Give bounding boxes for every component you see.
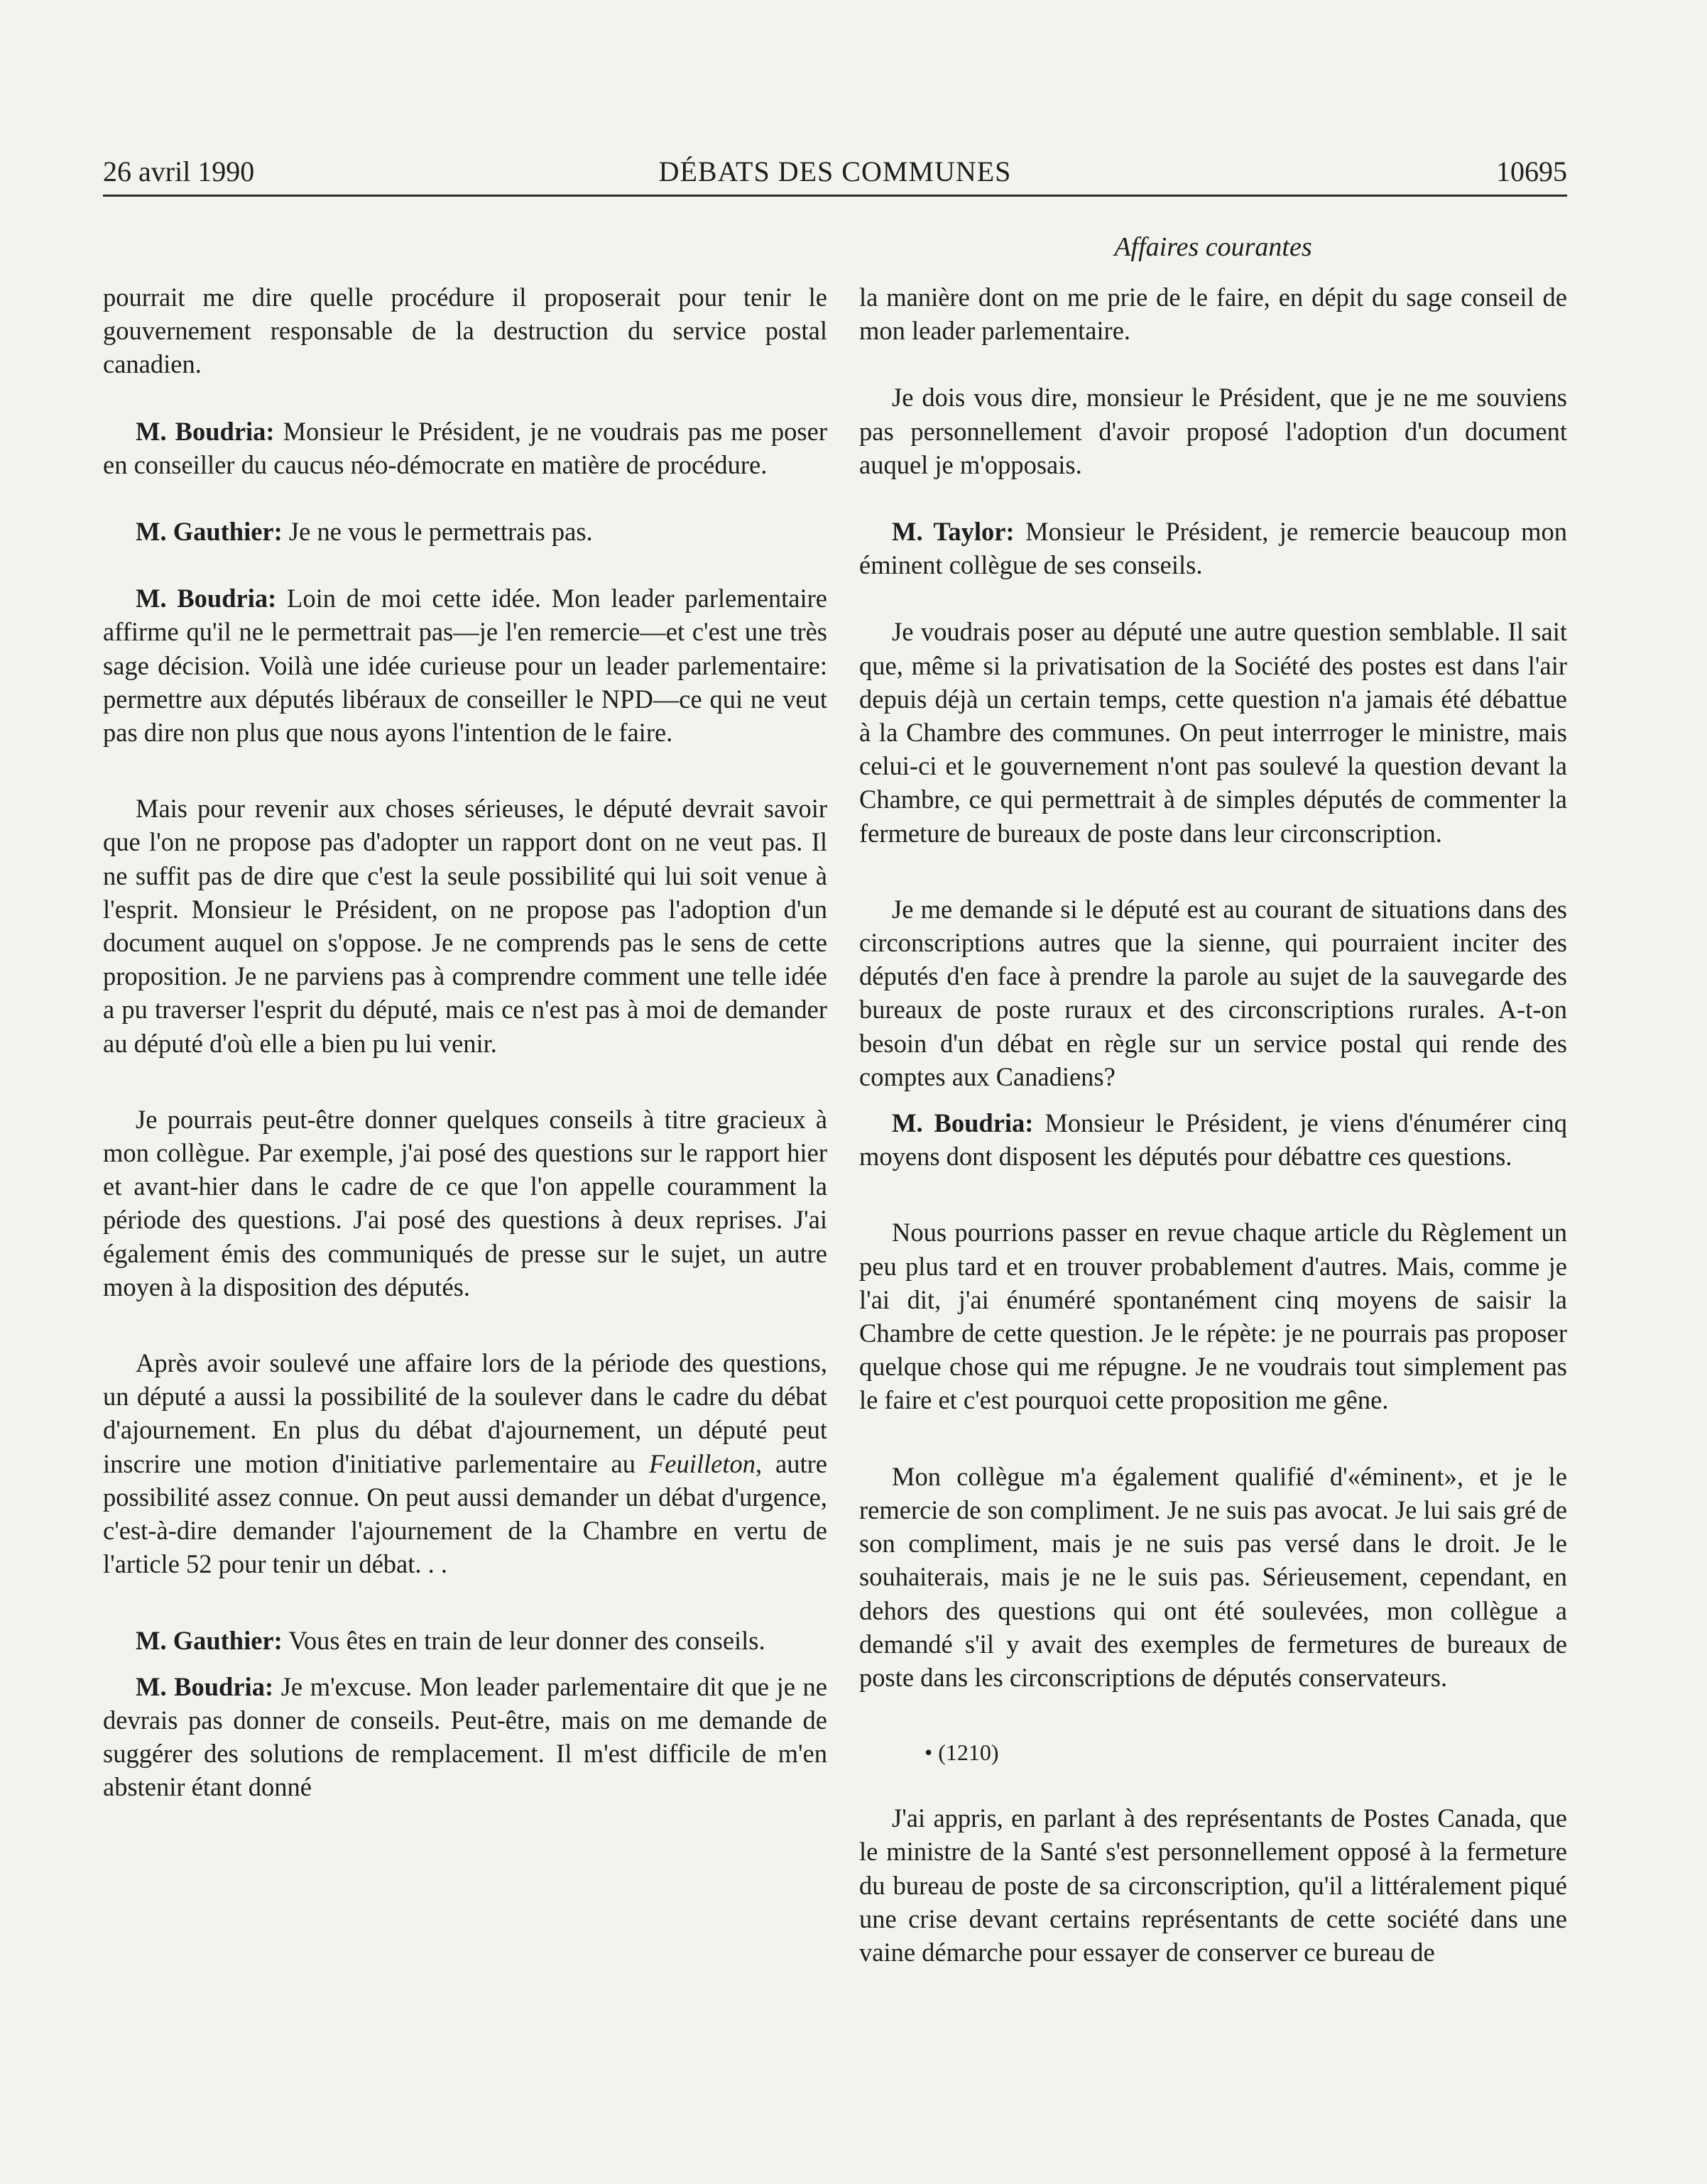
paragraph: Je me demande si le député est au courant de situations dans des circonscriptions autres que la sienne, qui pourraient inciter des députés d'en face à prendre la parole au sujet de la sauvegarde des bureaux de poste ruraux et des circonscriptions rurales. A-t-on besoin d'un débat en règle sur un service postal qui rende des comptes aux Canadiens? — [859, 894, 1567, 1091]
paragraph: la manière dont on me prie de le faire, en dépit du sage conseil de mon leader parlementaire. — [859, 283, 1567, 346]
speaker-name: M. Gauthier: — [136, 1625, 283, 1655]
speech-paragraph — [103, 415, 827, 481]
paragraph-text: , autre possibilité assez connue. On peut aussi demander un débat d'urgence, c'est-à-dire demander l'ajournement de la Chambre en vertu de l'article 52 pour tenir un débat. . . — [103, 1448, 827, 1579]
speech-text: Vous êtes en train de leur donner des conseils. — [282, 1625, 765, 1655]
speech-paragraph — [103, 515, 827, 548]
speech-text: Monsieur le Président, je remercie beaucoup mon éminent collègue de ses conseils. — [859, 517, 1567, 580]
timestamp-text: (1210) — [938, 1740, 999, 1766]
header-title: DÉBATS DES COMMUNES — [658, 155, 1012, 187]
paragraph — [103, 1346, 827, 1580]
speech-paragraph — [103, 1670, 827, 1804]
paragraph: Je dois vous dire, monsieur le Président, que je ne me souviens pas personnellement d'avoir proposé l'adoption d'un document auquel je m'opposais. — [859, 383, 1567, 479]
paragraph: J'ai appris, en parlant à des représentants de Postes Canada, que le ministre de la Santé s'est personnellement opposé à la fermeture du bureau de poste de sa circonscription, qu'il a littéralement piqué une crise devant certains représentants de cette société dans une vaine démarche pour essayer de conserver ce bureau de — [859, 1803, 1567, 1967]
speaker-name: M. Gauthier: — [136, 517, 283, 547]
section-title: Affaires courantes — [1114, 232, 1312, 262]
bullet-icon: • — [925, 1740, 933, 1766]
header-page-number: 10695 — [1496, 155, 1567, 187]
speaker-name: M. Boudria: — [136, 416, 275, 446]
speaker-name: M. Taylor: — [892, 517, 1015, 547]
right-column — [859, 280, 1567, 2002]
speech-text: Je m'excuse. Mon leader parlementaire dit que je ne devrais pas donner de conseils. Peut-être, mais on me demande de suggérer des solutions de remplacement. Il m'est difficile de m'en abstenir étant donné — [103, 1671, 827, 1802]
speaker-name: M. Boudria: — [892, 1108, 1034, 1138]
speech-text: Loin de moi cette idée. Mon leader parlementaire affirme qu'il ne le permettrait pas—je l'en remercie—et c'est une très sage décision. Voilà une idée curieuse pour un leader parlementaire: permettre aux députés libéraux de conseiller le NPD—ce qui ne veut pas dire non plus que nous ayons l'intention de le faire. — [103, 584, 827, 748]
header-rule — [103, 195, 1567, 197]
paragraph: pourrait me dire quelle procédure il proposerait pour tenir le gouvernement responsable de la destruction du service postal canadien. — [103, 283, 827, 379]
paragraph: Je voudrais poser au député une autre question semblable. Il sait que, même si la privatisation de la Société des postes est dans l'air depuis déjà un certain temps, cette question n'a jamais été débattue à la Chambre des communes. On peut interrroger le ministre, mais celui-ci et le gouvernement n'ont pas soulevé la question devant la Chambre, ce qui permettrait à de simples députés de commenter la fermeture de bureaux de poste dans leur circonscription. — [859, 617, 1567, 848]
timestamp — [859, 1737, 1567, 1768]
speech-paragraph — [103, 1624, 827, 1657]
paragraph-text: Après avoir soulevé une affaire lors de la période des questions, un député a aussi la possibilité de la soulever dans le cadre du débat d'ajournement. En plus du débat d'ajournement, un député peut inscrire une motion d'initiative parlementaire au — [103, 1348, 827, 1478]
speech-text: Monsieur le Président, je ne voudrais pas me poser en conseiller du caucus néo-démocrate en matière de procédure. — [103, 416, 827, 479]
page-header — [103, 151, 1567, 193]
speech-paragraph — [103, 582, 827, 749]
paragraph: Mais pour revenir aux choses sérieuses, le député devrait savoir que l'on ne propose pas d'adopter un rapport dont on ne veut pas. Il ne suffit pas de dire que c'est la seule possibilité qui lui soit venue à l'esprit. Monsieur le Président, on ne propose pas l'adoption d'un document auquel on s'oppose. Je ne comprends pas le sens de cette proposition. Je ne parviens pas à comprendre comment une telle idée a pu traverser l'esprit du député, mais ce n'est pas à moi de demander au député d'où elle a bien pu lui venir. — [103, 794, 827, 1058]
speech-text: Monsieur le Président, je viens d'énumérer cinq moyens dont disposent les députés pour débattre ces questions. — [859, 1108, 1567, 1172]
speech-paragraph — [859, 1106, 1567, 1173]
speech-text: Je ne vous le permettrais pas. — [282, 517, 593, 547]
speech-paragraph — [859, 515, 1567, 582]
paragraph: Mon collègue m'a également qualifié d'«éminent», et je le remercie de son compliment. Je ne suis pas avocat. Je lui sais gré de son compliment, mais je ne suis pas versé dans le droit. Je le souhaiterais, mais je ne le suis pas. Sérieusement, cependant, en dehors des questions qui ont été soulevées, mon collègue a demandé s'il y avait des exemples de fermetures de bureaux de poste dans les circonscriptions de députés conservateurs. — [859, 1461, 1567, 1692]
feuilleton-italic: Feuilleton — [648, 1448, 756, 1478]
speaker-name: M. Boudria: — [136, 1671, 274, 1701]
paragraph: Je pourrais peut-être donner quelques conseils à titre gracieux à mon collègue. Par exemple, j'ai posé des questions sur le rapport hier et avant-hier dans le cadre de ce que l'on appelle couramment la période des questions. J'ai posé des questions à deux reprises. J'ai également émis des communiqués de presse sur le sujet, un autre moyen à la disposition des députés. — [103, 1104, 827, 1301]
left-column — [103, 280, 827, 1838]
speaker-name: M. Boudria: — [136, 584, 277, 613]
header-date: 26 avril 1990 — [103, 155, 255, 187]
paragraph: Nous pourrions passer en revue chaque article du Règlement un peu plus tard et en trouver probablement d'autres. Mais, comme je l'ai dit, j'ai énuméré spontanément cinq moyens de saisir la Chambre de cette question. Je le répète: je ne pourrais pas proposer quelque chose qui me répugne. Je ne voudrais tout simplement pas le faire et c'est pourquoi cette proposition me gêne. — [859, 1218, 1567, 1415]
